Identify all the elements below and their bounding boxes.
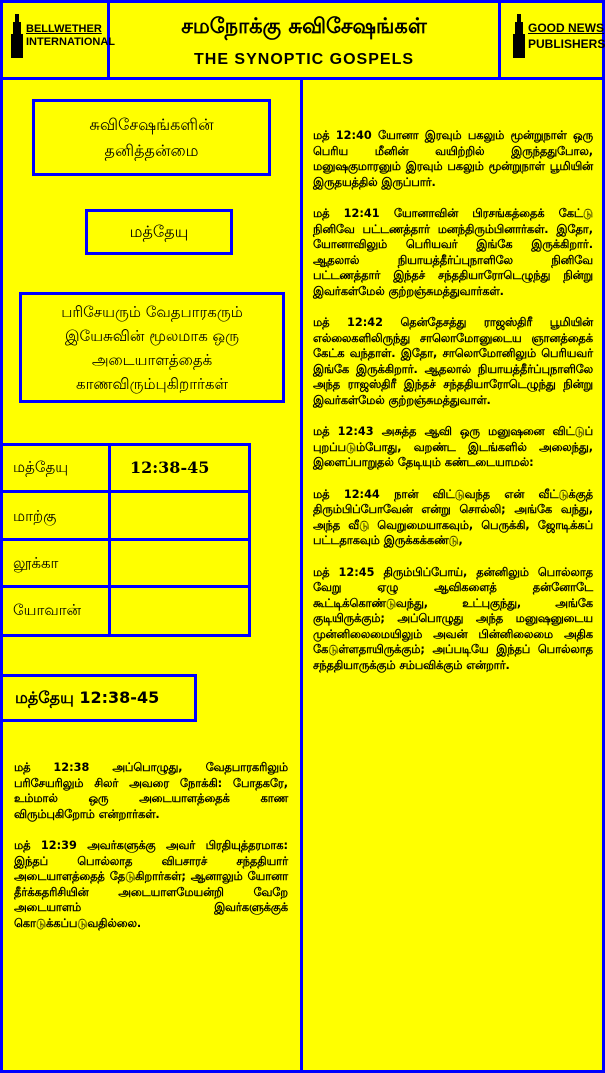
gospel-name-box (85, 209, 233, 255)
title-tamil: சமநோக்கு சுவிசேஷங்கள் (181, 13, 427, 38)
bellwether-logo-line2: INTERNATIONAL (26, 36, 116, 48)
verse-12-43: மத் 12:43 அசுத்த ஆவி ஒரு மனுஷனை விட்டுப் புறப்படும்போது, வறண்ட இடங்களில் அலைந்து, இளைப்பாறுதல் தேடியும் கண்டடையாமல்: (313, 425, 593, 469)
gospel-name: மத்தேயு (129, 221, 189, 241)
good-news-logo-line1: GOOD NEWS (528, 21, 605, 35)
uniqueness-label-line1: சுவிசேஷங்களின் (89, 114, 214, 134)
verse-12-38: மத் 12:38 அப்பொழுது, வேதபாரகரிலும் பரிசேயரிலும் சிலர் அவரை நோக்கி: போதகரே, உம்மால் ஒரு அடையாளத்தைக் காண விரும்புகிறோம் என்றார்கள். (14, 761, 288, 821)
left-verses (14, 760, 288, 947)
verse-12-41: மத் 12:41 யோனாவின் பிரசங்கத்தைக் கேட்டு நினிவே பட்டணத்தார் மனந்திரும்பினார்கள். இதோ, யோனாவிலும் பெரியவர் இங்கே இருக்கிறார். ஆதலால் நியாயத்தீர்ப்புநாளிலே நினிவே பட்டணத்தார் இந்தச் சந்ததியாரோடெழுந்து நின்று இவர்கள்மேல் குற்றஞ்சுமத்துவார்கள். (313, 207, 593, 298)
ref-matthew: 12:38-45 (130, 458, 210, 477)
page-title (107, 0, 501, 80)
book-john: யோவான் (13, 601, 82, 619)
summary-box (19, 292, 285, 403)
verse-12-42: மத் 12:42 தென்தேசத்து ராஜஸ்திரீ பூமியின் எல்லைகளிலிருந்து சாலொமோனுடைய ஞானத்தைக் கேட்க வந்தாள். இதோ, சாலொமோனிலும் பெரியவர் இங்கே இருக்கிறார். ஆதலால் நியாயத்தீர்ப்புநாளிலே அந்த ராஜஸ்திரீ இந்தச் சந்ததியாரோடெழுந்து நின்று இவர்கள்மேல் குற்றஞ்சுமத்துவாள். (313, 316, 593, 407)
verse-12-39: மத் 12:39 அவர்களுக்கு அவர் பிரதியுத்தரமாக: இந்தப் பொல்லாத விபசாரச் சந்ததியார் அடையாளத்தைத் தேடுகிறார்கள்; ஆனாலும் யோனா தீர்க்கதரிசியின் அடையாளமேயன்றி வேறே அடையாளம் இவர்களுக்குக் கொடுக்கப்படுவதில்லை. (14, 839, 288, 930)
verse-12-45: மத் 12:45 திரும்பிப்போய், தன்னிலும் பொல்லாத வேறு ஏழு ஆவிகளைத் தன்னோடே கூட்டிக்கொண்டுவந்து, உட்புகுந்து, அங்கே குடியிருக்கும்; அப்பொழுது அந்த மனுஷனுடைய முன்னிலைமையிலும் அவன் பின்னிலைமை அதிக கேடுள்ளதாயிருக்கும்; அப்படியே இந்தப் பொல்லாத சந்ததியாருக்கும் சம்பவிக்கும் என்றார். (313, 565, 593, 672)
bellwether-logo-line1: BELLWETHER (26, 23, 102, 35)
table-row (108, 490, 251, 541)
verse-12-44: மத் 12:44 நான் விட்டுவந்த என் வீட்டுக்குத் திரும்பிப்போவேன் என்று சொல்லி; அங்கே வந்து, அந்த வீடு வெறுமையாகவும், பெருக்கி, ஜோடிக்கப் பட்டதாகவும் இருக்கக்கண்டு, (313, 487, 593, 547)
bell-tower-icon (512, 14, 526, 58)
table-row (108, 585, 251, 637)
uniqueness-label-line2: தனித்தன்மை (104, 140, 199, 160)
table-row (108, 538, 251, 588)
summary-text: பரிசேயரும் வேதபாரகரும் இயேசுவின் மூலமாக ஒரு அடையாளத்தைக் காணவிரும்புகிறார்கள் (61, 302, 243, 393)
verse-12-40: மத் 12:40 யோனா இரவும் பகலும் மூன்றுநாள் ஒரு பெரிய மீனின் வயிற்றில் இருந்ததுபோல, மனுஷகுமாரனும் இரவும் பகலும் மூன்றுநாள் பூமியின் இருதயத்தில் இருப்பார். (313, 129, 593, 189)
bellwether-logo (10, 14, 115, 58)
bell-tower-icon (10, 14, 24, 58)
title-english: THE SYNOPTIC GOSPELS (193, 50, 415, 68)
passage-heading: மத்தேயு 12:38-45 (15, 687, 160, 707)
right-verses (313, 128, 593, 689)
book-luke: லூக்கா (13, 554, 59, 572)
uniqueness-label-box (32, 99, 271, 176)
book-matthew: மத்தேயு (13, 458, 69, 476)
good-news-logo (512, 14, 605, 58)
book-mark: மாற்கு (13, 507, 57, 525)
passage-heading-box (0, 674, 197, 722)
good-news-logo-line2: PUBLISHERS (528, 37, 605, 51)
